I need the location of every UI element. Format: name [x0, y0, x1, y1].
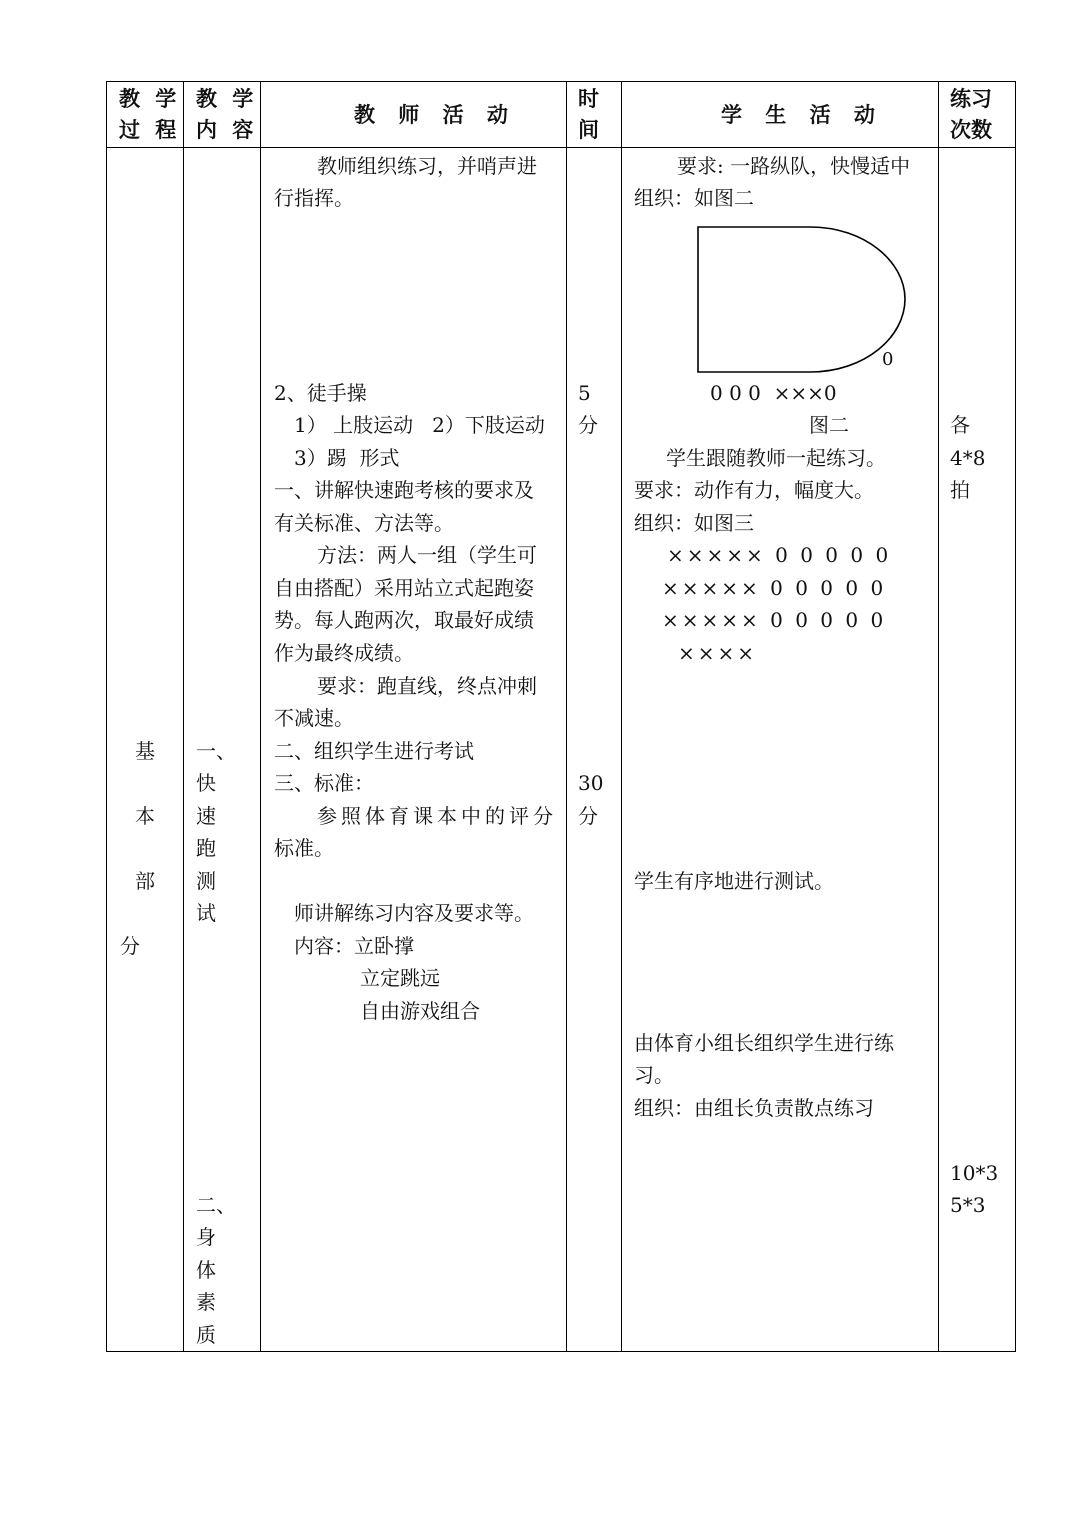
reps-value: 拍	[950, 478, 970, 502]
time-unit: 分	[578, 804, 598, 828]
teacher-line: 3）踢 形式	[294, 446, 400, 470]
teacher-line: 参照体育课本中的评分	[317, 804, 557, 828]
header-reps-line1: 练习	[950, 86, 992, 111]
student-line: 要求: 一路纵队，快慢适中	[677, 154, 911, 178]
student-line: 组织：如图二	[634, 186, 754, 210]
content-item1: 快	[196, 771, 216, 795]
header-time-line1: 时	[578, 86, 603, 111]
teacher-line: 一、讲解快速跑考核的要求及	[274, 478, 534, 502]
process-char: 本	[135, 804, 155, 828]
column-divider	[566, 81, 567, 1352]
student-line: 学生有序地进行测试。	[634, 869, 834, 893]
student-line: 由体育小组长组织学生进行练	[634, 1031, 894, 1055]
student-line: 组织：由组长负责散点练习	[634, 1096, 874, 1120]
content-item1: 速	[196, 804, 216, 828]
student-line: 学生跟随教师一起练习。	[666, 446, 886, 470]
student-formation-line: ××××× 0 0 0 0 0	[662, 608, 887, 632]
time-value: 5	[578, 381, 591, 405]
teacher-line: 作为最终成绩。	[274, 641, 414, 665]
figure-caption: 图二	[809, 413, 849, 437]
teacher-line: 教师组织练习，并哨声进	[317, 154, 537, 178]
teacher-line: 有关标准、方法等。	[274, 511, 454, 535]
header-reps-line2: 次数	[950, 117, 992, 142]
teacher-line: 势。每人跑两次，取最好成绩	[274, 608, 534, 632]
column-divider	[260, 81, 261, 1352]
student-line: 要求：动作有力，幅度大。	[634, 478, 874, 502]
reps-value: 10*3	[950, 1161, 999, 1185]
teacher-line: 自由搭配）采用站立式起跑姿	[274, 576, 534, 600]
student-formation-line: ××××× 0 0 0 0 0	[662, 576, 887, 600]
reps-value: 各	[950, 413, 970, 437]
header-content-line1: 教 学	[196, 86, 258, 111]
time-value: 30	[578, 771, 604, 795]
content-item2: 素	[196, 1290, 216, 1314]
header-student-activity: 学 生 活 动	[721, 102, 883, 127]
teacher-line: 行指挥。	[274, 186, 354, 210]
teacher-line: 不减速。	[274, 706, 354, 730]
diagram-marker: 0	[882, 349, 894, 370]
teacher-line: 师讲解练习内容及要求等。	[294, 901, 534, 925]
content-item2: 体	[196, 1258, 216, 1282]
content-item2: 身	[196, 1225, 216, 1249]
teacher-line: 2、徒手操	[274, 381, 367, 405]
teacher-line: 标准。	[274, 836, 334, 860]
student-line: 组织：如图三	[634, 511, 754, 535]
content-item1: 测	[196, 869, 216, 893]
teacher-line: 二、组织学生进行考试	[274, 739, 474, 763]
teacher-line: 自由游戏组合	[360, 999, 480, 1023]
process-char: 部	[135, 869, 155, 893]
column-divider	[938, 81, 939, 1352]
header-divider	[106, 147, 1016, 148]
column-divider	[183, 81, 184, 1352]
header-time-line2: 间	[578, 117, 603, 142]
content-item1: 一、	[196, 739, 236, 763]
header-content-line2: 内 容	[196, 117, 258, 142]
header-process-line1: 教 学	[119, 86, 181, 111]
process-char: 基	[135, 739, 155, 763]
teacher-line: 内容：立卧撑	[294, 934, 414, 958]
time-unit: 分	[578, 413, 598, 437]
header-teacher-activity: 教 师 活 动	[354, 102, 516, 127]
teacher-line: 方法：两人一组（学生可	[317, 543, 537, 567]
content-item1: 试	[196, 901, 216, 925]
student-line: 习。	[634, 1063, 674, 1087]
student-formation-line: ××××× 0 0 0 0 0	[667, 543, 892, 567]
content-item2: 二、	[196, 1193, 236, 1217]
reps-value: 5*3	[950, 1193, 986, 1217]
column-divider	[621, 81, 622, 1352]
teacher-line: 1） 上肢运动 2）下肢运动	[294, 413, 545, 437]
header-process-line2: 过 程	[119, 117, 181, 142]
reps-value: 4*8	[950, 446, 986, 470]
content-item2: 质	[196, 1323, 216, 1347]
content-item1: 跑	[196, 836, 216, 860]
teacher-line: 三、标准：	[274, 771, 374, 795]
teacher-line: 立定跳远	[360, 966, 440, 990]
student-formation-line: 0 0 0 ×××0	[710, 381, 837, 405]
teacher-line: 要求：跑直线，终点冲刺	[317, 674, 537, 698]
student-formation-line: ××××	[678, 641, 758, 665]
process-char: 分	[120, 934, 140, 958]
